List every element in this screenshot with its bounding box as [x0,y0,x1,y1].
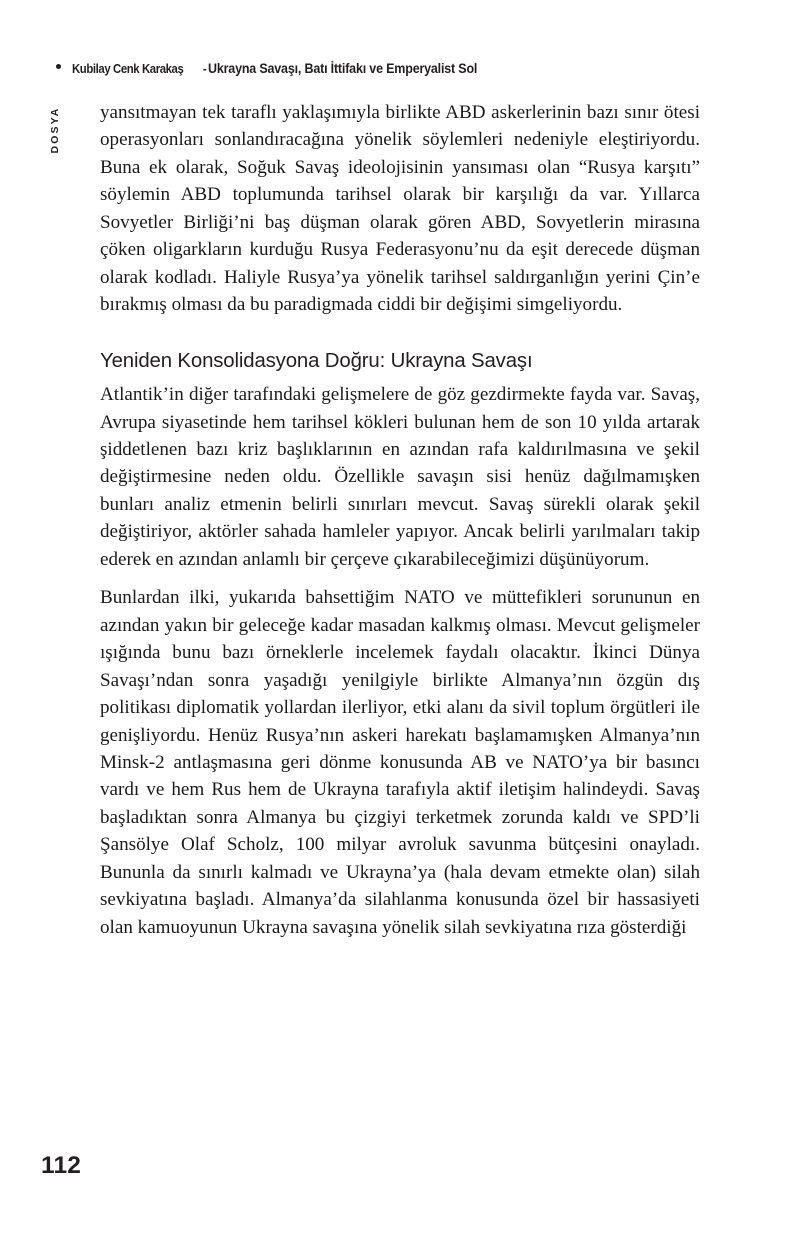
running-head-article-title: Ukrayna Savaşı, Batı İttifakı ve Emperyalist Sol [207,61,477,76]
body-paragraph-1: yansıtmayan tek taraflı yaklaşımıyla birlikte ABD askerlerinin bazı sınır ötesi operasyonları sonlandıracağına yönelik söylemleri nedeniyle eleştiriyordu. Buna ek olarak, Soğuk Savaş ideolojisinin yansıması olan “Rusya karşıtı” söylemin ABD toplumunda tarihsel olarak bir karşılığı da var. Yıllarca Sovyetler Birliği’ni baş düşman olarak gören ABD, Sovyetlerin mirasına çöken oligarkların kurduğu Rusya Federasyonu’nu da eşit derecede düşman olarak kodladı. Haliyle Rusya’ya yönelik tarihsel saldırganlığın yerini Çin’e bırakmış olması da bu paradigmada ciddi bir değişimi simgeliyordu. [100,102,700,316]
body-paragraph-3: Bunlardan ilki, yukarıda bahsettiğim NATO ve müttefikleri sorununun en azından yakın bir geleceğe kadar masadan kalkmış olması. Mevcut gelişmeler ışığında bunu bazı örneklerle incelemek faydalı olacaktır. İkinci Dünya Savaşı’ndan sonra yaşadığı yenilgiyle birlikte Almanya’nın özgün dış politikası diplomatik yollardan ilerliyor, etki alanı da sivil toplum örgütleri ile genişliyordu. Henüz Rusya’nın askeri harekatı başlamamışken Almanya’nın Minsk-2 antlaşmasına geri dönme konusunda AB ve NATO’ya bir basıncı vardı ve hem Rus hem de Ukrayna tarafıyla aktif iletişim halindeydi. Savaş başladıktan sonra Almanya bu çizgiyi terketmek zorunda kaldı ve SPD’li Şansölye Olaf Scholz, 100 milyar avroluk savunma bütçesini onayladı. Bununla da sınırlı kalmadı ve Ukrayna’ya (hala devam etmekte olan) silah sevkiyatına başladı. Almanya’da silahlanma konusunda özel bir hassasiyeti olan kamuoyunun Ukrayna savaşına yönelik silah sevkiyatına rıza gösterdiği [100,587,700,938]
page-number: 112 [41,1152,82,1179]
section-heading: Yeniden Konsolidasyona Doğru: Ukrayna Savaşı [100,349,533,372]
running-head-separator: - [202,61,206,76]
running-head-author: Kubilay Cenk Karakaş [72,61,184,76]
section-heading-block [100,319,700,382]
running-head [56,61,500,76]
text-column [100,99,700,941]
bullet-icon [56,64,61,69]
body-paragraph-2: Atlantik’in diğer tarafındaki gelişmelere de göz gezdirmekte fayda var. Savaş, Avrupa siyasetinde hem tarihsel kökleri bulunan hem de son 10 yılda artarak şiddetlenen bazı kriz başlıklarının en azından rafa kaldırılmasına ve şekil değiştirmesine neden oldu. Özellikle savaşın sisi henüz dağılmamışken bunları analiz etmenin belirli sınırları mevcut. Savaş sürekli olarak şekil değiştiriyor, aktörler sahada hamleler yapıyor. Ancak belirli yarılmaları takip ederek en azından anlamlı bir çerçeve çıkarabileceğimizi düşünüyorum. [100,384,700,570]
section-tab-dosya: DOSYA [49,106,61,154]
